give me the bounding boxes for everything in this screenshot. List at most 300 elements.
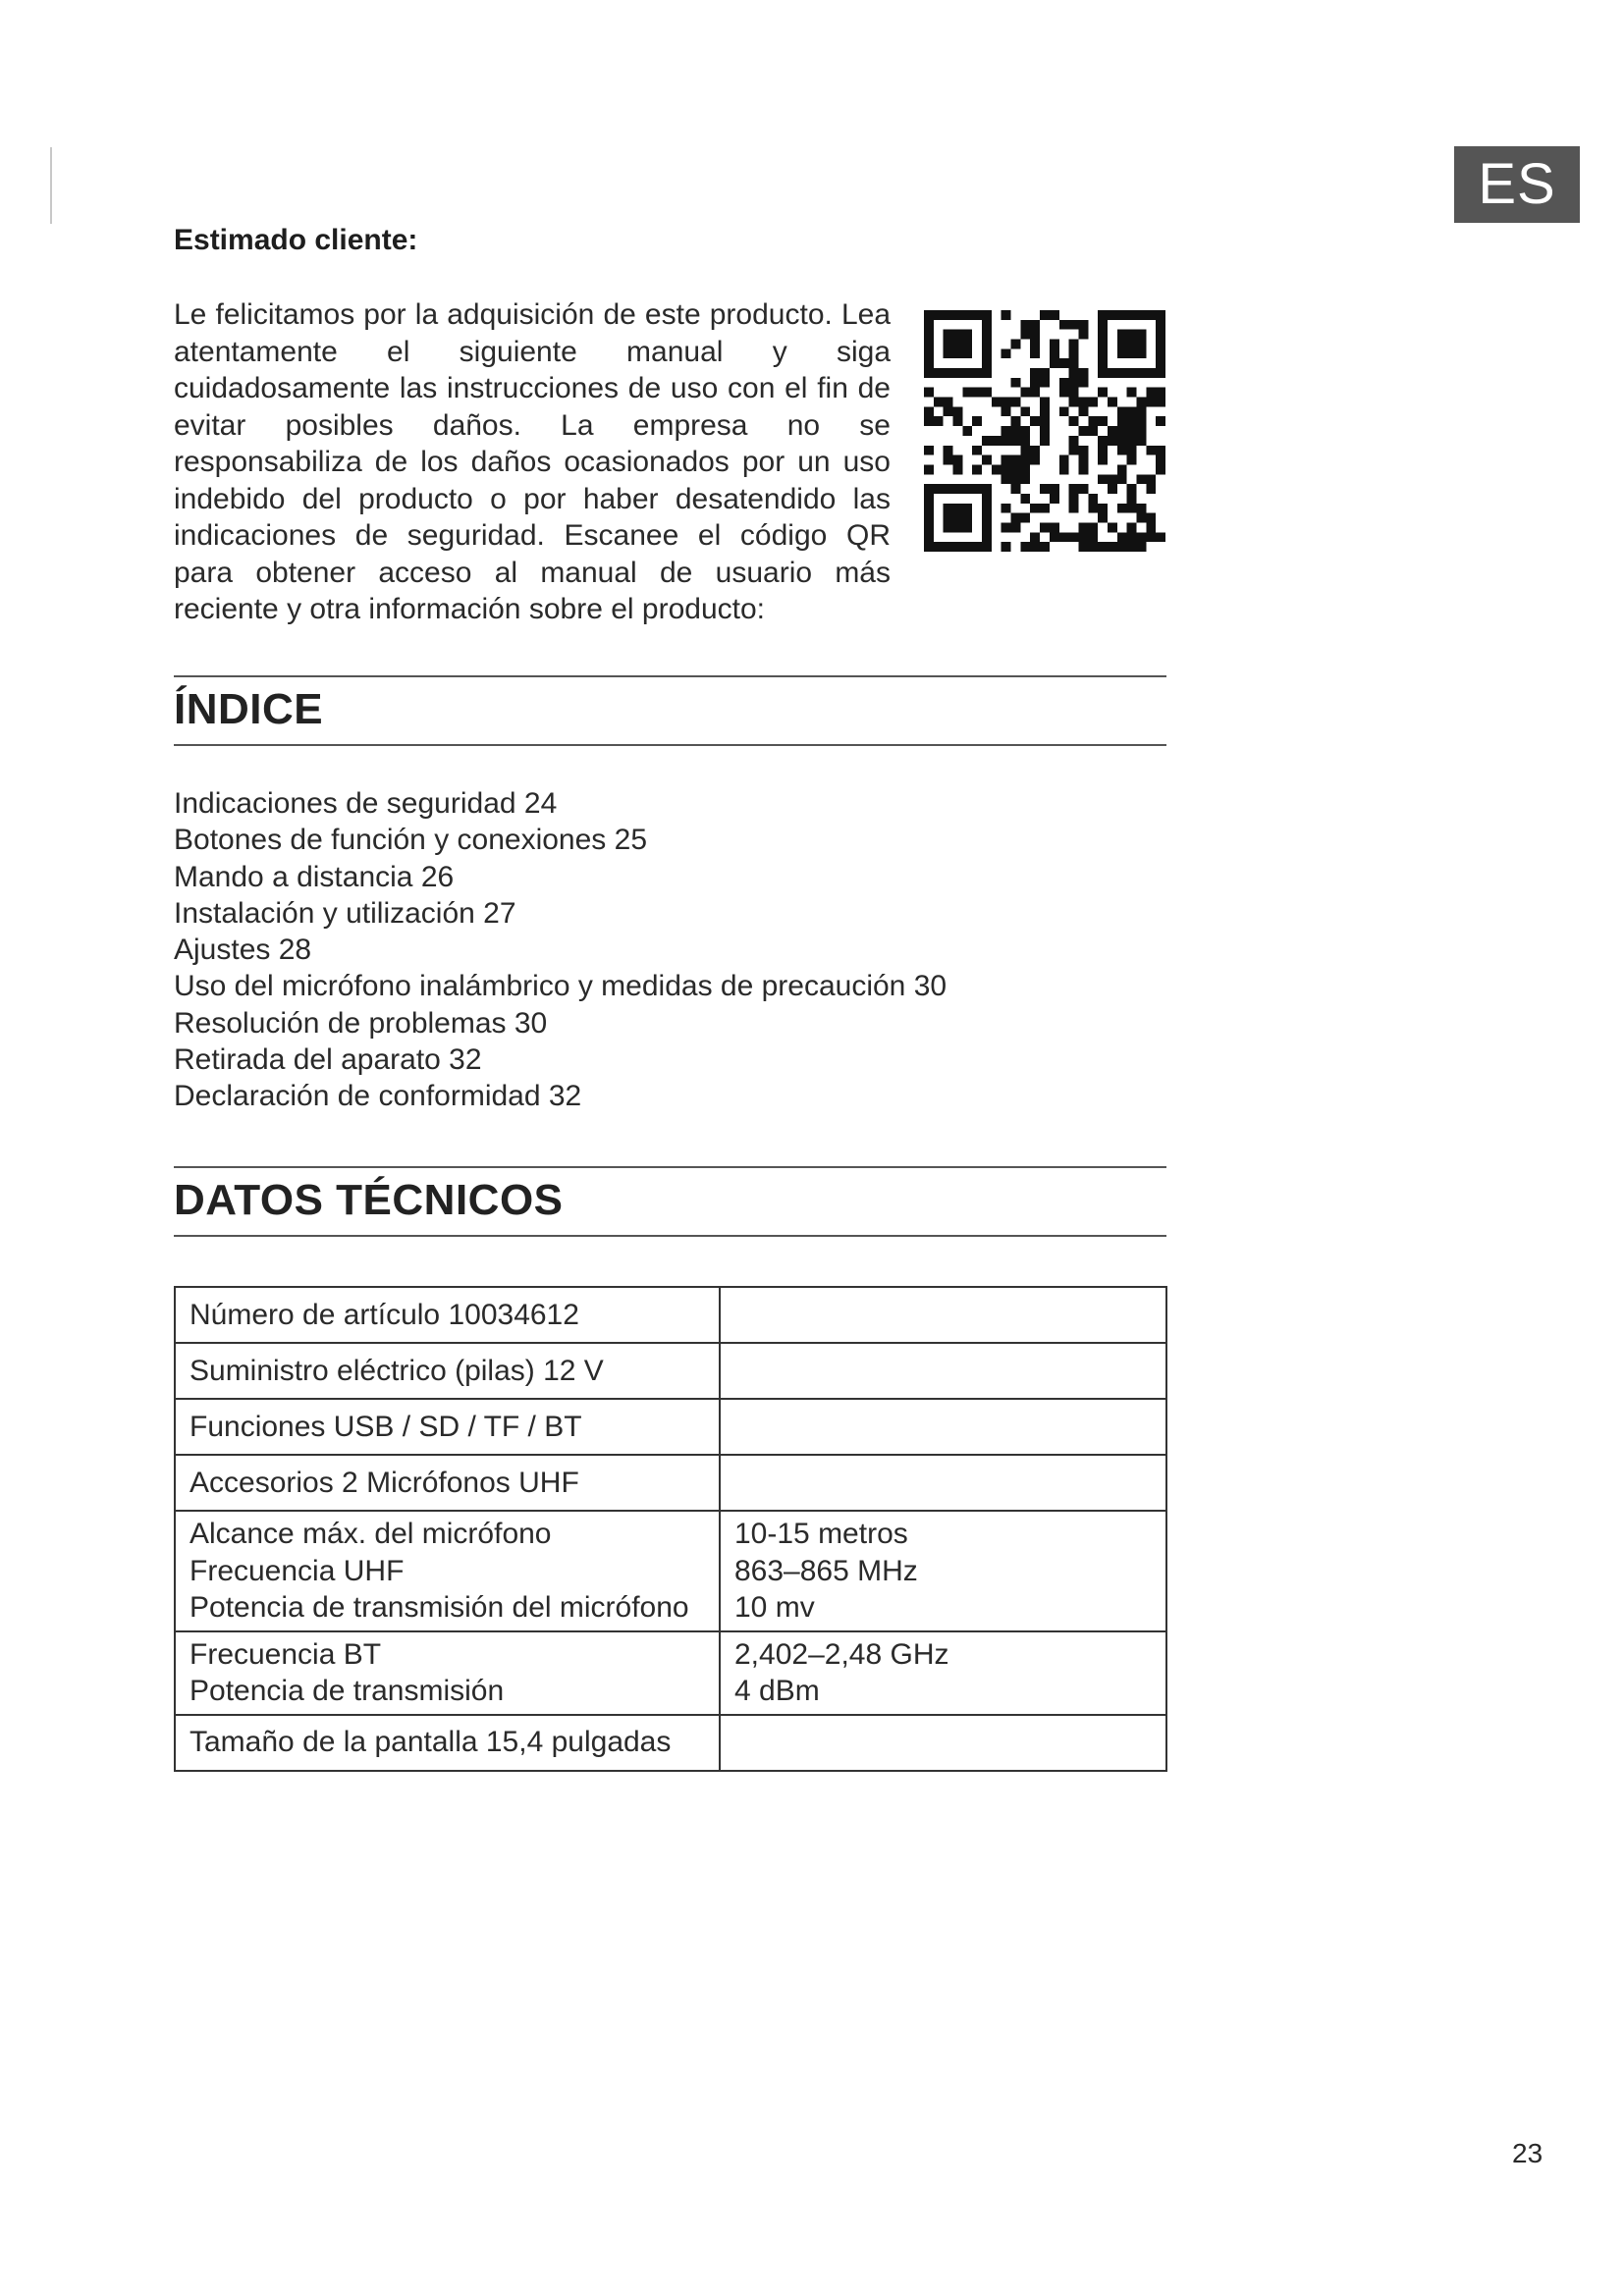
qr-module — [1156, 348, 1165, 358]
qr-module — [1030, 504, 1040, 513]
spec-value: 10-15 metros — [734, 1518, 908, 1550]
qr-module — [1069, 340, 1079, 349]
toc-item: Instalación y utilización 27 — [174, 896, 516, 930]
qr-module — [1156, 446, 1165, 455]
qr-module — [1040, 426, 1050, 436]
qr-module — [1078, 330, 1088, 340]
qr-module — [944, 368, 953, 378]
qr-module — [1050, 484, 1059, 494]
qr-module — [1078, 320, 1088, 330]
qr-module — [962, 310, 972, 320]
qr-module — [1059, 358, 1069, 368]
qr-module — [1127, 455, 1137, 465]
qr-module — [1098, 368, 1108, 378]
qr-module — [1059, 320, 1069, 330]
language-badge: ES — [1454, 146, 1580, 223]
qr-module — [1020, 542, 1030, 552]
qr-module — [924, 446, 934, 455]
spec-label-cell — [175, 1343, 720, 1399]
qr-module — [944, 330, 953, 340]
spec-label: Potencia de transmisión — [189, 1675, 505, 1707]
spec-label-cell — [175, 1287, 720, 1343]
qr-module — [924, 368, 934, 378]
qr-module — [1020, 464, 1030, 474]
qr-module — [982, 310, 992, 320]
qr-module — [1069, 446, 1079, 455]
qr-module — [1020, 320, 1030, 330]
qr-module — [1020, 406, 1030, 416]
qr-module — [1156, 388, 1165, 398]
qr-module — [1127, 436, 1137, 446]
qr-module — [962, 388, 972, 398]
qr-module — [1108, 484, 1117, 494]
qr-module — [924, 330, 934, 340]
qr-module — [1098, 388, 1108, 398]
qr-module — [1108, 368, 1117, 378]
qr-module — [1156, 416, 1165, 426]
qr-module — [1117, 426, 1127, 436]
qr-module — [982, 504, 992, 513]
qr-module — [982, 532, 992, 542]
qr-module — [1001, 464, 1011, 474]
qr-module — [982, 522, 992, 532]
spec-value-cell — [720, 1715, 1166, 1771]
spec-label-cell — [175, 1399, 720, 1455]
qr-module — [1001, 310, 1011, 320]
spec-label: Suministro eléctrico (pilas) 12 V — [189, 1354, 604, 1387]
qr-module — [1136, 368, 1146, 378]
toc-item: Uso del micrófono inalámbrico y medidas de precaución 30 — [174, 970, 947, 1003]
spec-value: 10 mv — [734, 1591, 815, 1624]
qr-module — [962, 330, 972, 340]
qr-module — [1040, 436, 1050, 446]
qr-module — [924, 522, 934, 532]
qr-module — [953, 455, 963, 465]
qr-module — [1069, 484, 1079, 494]
qr-module — [982, 330, 992, 340]
qr-module — [1001, 398, 1011, 407]
tech-specs-table — [174, 1286, 1167, 1772]
intro-paragraph: Le felicitamos por la adquisición de este producto. Lea atentamente el siguiente manual y siga cuidadosamente las instrucciones de uso con el fin de evitar posibles daños. La empresa no se responsabiliza de los daños ocasionados por un uso indebido del producto o por haber desatendido las indicaciones de seguridad. Escanee el código QR para obtener acceso al manual de usuario más reciente y otra información sobre el producto: — [174, 298, 891, 625]
qr-module — [1050, 358, 1059, 368]
qr-module — [944, 348, 953, 358]
qr-module — [1117, 464, 1127, 474]
qr-module — [1108, 436, 1117, 446]
qr-module — [1088, 416, 1098, 426]
qr-module — [982, 542, 992, 552]
spec-value-cell — [720, 1399, 1166, 1455]
qr-module — [1040, 378, 1050, 388]
qr-module — [1040, 398, 1050, 407]
index-rule-bottom — [174, 744, 1166, 746]
spec-value-cell — [720, 1511, 1166, 1631]
qr-module — [1136, 330, 1146, 340]
qr-module — [1020, 436, 1030, 446]
qr-module — [972, 464, 982, 474]
qr-module — [962, 504, 972, 513]
qr-module — [1078, 484, 1088, 494]
qr-module — [1136, 436, 1146, 446]
qr-module — [1127, 426, 1137, 436]
qr-module — [1059, 388, 1069, 398]
qr-module — [1030, 378, 1040, 388]
qr-module — [1136, 542, 1146, 552]
qr-module — [924, 388, 934, 398]
qr-module — [924, 340, 934, 349]
qr-module — [1156, 464, 1165, 474]
qr-module — [1069, 436, 1079, 446]
qr-module — [1001, 426, 1011, 436]
qr-module — [1030, 340, 1040, 349]
qr-module — [962, 522, 972, 532]
qr-module — [1050, 494, 1059, 504]
spec-value-cell — [720, 1455, 1166, 1511]
qr-module — [1127, 340, 1137, 349]
qr-module — [1030, 368, 1040, 378]
spec-label: Accesorios 2 Micrófonos UHF — [189, 1466, 579, 1499]
index-rule-top — [174, 675, 1166, 677]
qr-module — [924, 513, 934, 523]
qr-module — [1078, 542, 1088, 552]
qr-module — [1117, 504, 1127, 513]
table-row — [175, 1287, 1166, 1343]
qr-module — [1011, 378, 1021, 388]
qr-module — [934, 416, 944, 426]
qr-module — [953, 542, 963, 552]
qr-module — [1108, 426, 1117, 436]
spec-label-cell — [175, 1631, 720, 1715]
qr-module — [982, 436, 992, 446]
table-row — [175, 1343, 1166, 1399]
qr-module — [924, 542, 934, 552]
qr-module — [944, 446, 953, 455]
qr-module — [1127, 416, 1137, 426]
index-title: ÍNDICE — [174, 685, 324, 733]
qr-module — [953, 310, 963, 320]
qr-module — [982, 494, 992, 504]
qr-module — [1078, 446, 1088, 455]
qr-module — [1098, 542, 1108, 552]
qr-module — [982, 348, 992, 358]
qr-module — [1117, 474, 1127, 484]
table-row — [175, 1715, 1166, 1771]
spec-label: Frecuencia UHF — [189, 1554, 405, 1587]
qr-module — [1030, 455, 1040, 465]
qr-module — [1098, 513, 1108, 523]
qr-module — [1156, 320, 1165, 330]
qr-module — [962, 513, 972, 523]
qr-module — [924, 532, 934, 542]
qr-module — [924, 484, 934, 494]
qr-module — [1117, 348, 1127, 358]
qr-module — [1156, 455, 1165, 465]
qr-module — [1050, 522, 1059, 532]
toc-item: Indicaciones de seguridad 24 — [174, 787, 558, 820]
qr-module — [924, 416, 934, 426]
qr-module — [1136, 348, 1146, 358]
qr-module — [982, 320, 992, 330]
qr-module — [1040, 522, 1050, 532]
qr-module — [1040, 368, 1050, 378]
qr-module — [953, 416, 963, 426]
qr-module — [953, 513, 963, 523]
qr-module — [924, 494, 934, 504]
qr-module — [1078, 368, 1088, 378]
spec-value: 2,402–2,48 GHz — [734, 1637, 949, 1671]
qr-module — [1098, 340, 1108, 349]
qr-module — [972, 484, 982, 494]
qr-module — [1011, 522, 1021, 532]
qr-module — [1146, 474, 1156, 484]
qr-code-icon[interactable] — [924, 310, 1165, 552]
qr-module — [1146, 388, 1156, 398]
qr-module — [1156, 368, 1165, 378]
greeting: Estimado cliente: — [174, 224, 418, 256]
qr-module — [1117, 368, 1127, 378]
qr-module — [1146, 513, 1156, 523]
qr-module — [1011, 398, 1021, 407]
qr-module — [1108, 542, 1117, 552]
qr-module — [1098, 310, 1108, 320]
qr-module — [962, 542, 972, 552]
qr-module — [1156, 310, 1165, 320]
qr-module — [1040, 310, 1050, 320]
spec-label: Alcance máx. del micrófono — [189, 1518, 552, 1550]
qr-module — [1117, 416, 1127, 426]
qr-module — [962, 348, 972, 358]
qr-module — [1136, 406, 1146, 416]
qr-module — [1127, 522, 1137, 532]
qr-module — [962, 368, 972, 378]
qr-module — [1117, 436, 1127, 446]
qr-module — [972, 446, 982, 455]
qr-module — [924, 406, 934, 416]
qr-module — [992, 436, 1001, 446]
qr-module — [944, 513, 953, 523]
qr-module — [962, 484, 972, 494]
qr-module — [1020, 426, 1030, 436]
qr-module — [1127, 484, 1137, 494]
qr-module — [1030, 348, 1040, 358]
qr-module — [1098, 436, 1108, 446]
qr-module — [1050, 348, 1059, 358]
qr-module — [944, 310, 953, 320]
qr-module — [1098, 358, 1108, 368]
qr-module — [962, 340, 972, 349]
qr-module — [1146, 532, 1156, 542]
qr-module — [1030, 542, 1040, 552]
qr-module — [924, 358, 934, 368]
qr-module — [1108, 398, 1117, 407]
qr-module — [972, 542, 982, 552]
qr-module — [1059, 455, 1069, 465]
qr-module — [972, 388, 982, 398]
qr-module — [1011, 455, 1021, 465]
qr-module — [1040, 484, 1050, 494]
qr-module — [1040, 542, 1050, 552]
qr-module — [944, 484, 953, 494]
qr-module — [953, 330, 963, 340]
spec-value: 863–865 MHz — [734, 1554, 918, 1587]
qr-module — [1069, 532, 1079, 542]
qr-module — [1146, 484, 1156, 494]
table-row — [175, 1455, 1166, 1511]
qr-module — [982, 388, 992, 398]
spec-label-cell — [175, 1455, 720, 1511]
qr-module — [1127, 542, 1137, 552]
qr-module — [1050, 340, 1059, 349]
qr-module — [1136, 532, 1146, 542]
qr-module — [1011, 484, 1021, 494]
qr-module — [1030, 532, 1040, 542]
qr-module — [1078, 426, 1088, 436]
qr-module — [1098, 504, 1108, 513]
qr-module — [1117, 406, 1127, 416]
qr-module — [1078, 378, 1088, 388]
qr-module — [1001, 348, 1011, 358]
qr-module — [1146, 522, 1156, 532]
qr-module — [1069, 494, 1079, 504]
qr-module — [1136, 310, 1146, 320]
qr-module — [1020, 446, 1030, 455]
qr-module — [944, 340, 953, 349]
qr-module — [1127, 406, 1137, 416]
qr-module — [1127, 532, 1137, 542]
table-row — [175, 1511, 1166, 1631]
spec-label: Funciones USB / SD / TF / BT — [189, 1410, 582, 1443]
qr-module — [1117, 330, 1127, 340]
qr-module — [992, 464, 1001, 474]
qr-module — [1078, 464, 1088, 474]
spec-value-cell — [720, 1343, 1166, 1399]
spec-label: Frecuencia BT — [189, 1637, 382, 1671]
qr-module — [1146, 368, 1156, 378]
qr-module — [1088, 522, 1098, 532]
qr-module — [1069, 320, 1079, 330]
toc-item: Retirada del aparato 32 — [174, 1043, 482, 1077]
qr-module — [1001, 474, 1011, 484]
qr-module — [1020, 474, 1030, 484]
qr-module — [1011, 464, 1021, 474]
qr-module — [1098, 474, 1108, 484]
qr-module — [1069, 388, 1079, 398]
qr-module — [1001, 455, 1011, 465]
qr-module — [1088, 426, 1098, 436]
qr-module — [1146, 310, 1156, 320]
spec-label-cell — [175, 1511, 720, 1631]
qr-module — [1098, 446, 1108, 455]
qr-module — [1030, 320, 1040, 330]
spec-label-cell — [175, 1715, 720, 1771]
qr-module — [924, 310, 934, 320]
qr-module — [944, 522, 953, 532]
qr-module — [934, 310, 944, 320]
qr-module — [1001, 504, 1011, 513]
qr-module — [1069, 504, 1079, 513]
qr-module — [1088, 494, 1098, 504]
qr-module — [944, 542, 953, 552]
qr-module — [953, 406, 963, 416]
tech-title: DATOS TÉCNICOS — [174, 1176, 564, 1224]
qr-module — [934, 398, 944, 407]
qr-module — [944, 455, 953, 465]
qr-module — [1098, 320, 1108, 330]
qr-module — [1030, 388, 1040, 398]
qr-module — [1146, 398, 1156, 407]
qr-module — [1117, 340, 1127, 349]
qr-module — [1136, 398, 1146, 407]
qr-module — [982, 455, 992, 465]
qr-module — [1156, 358, 1165, 368]
qr-module — [1078, 455, 1088, 465]
qr-module — [982, 340, 992, 349]
qr-module — [1078, 406, 1088, 416]
qr-module — [1088, 504, 1098, 513]
qr-module — [934, 542, 944, 552]
qr-module — [1069, 416, 1079, 426]
qr-module — [953, 484, 963, 494]
qr-module — [1098, 416, 1108, 426]
qr-module — [1098, 330, 1108, 340]
qr-module — [962, 426, 972, 436]
qr-module — [1011, 513, 1021, 523]
qr-module — [1069, 398, 1079, 407]
qr-module — [1011, 416, 1021, 426]
qr-module — [924, 320, 934, 330]
spec-label: Número de artículo 10034612 — [189, 1298, 579, 1331]
toc-item: Ajustes 28 — [174, 934, 312, 967]
page-number: 23 — [1512, 2138, 1543, 2168]
qr-module — [1136, 474, 1146, 484]
qr-module — [1117, 542, 1127, 552]
qr-module — [972, 416, 982, 426]
qr-module — [1011, 340, 1021, 349]
qr-module — [953, 348, 963, 358]
qr-module — [944, 504, 953, 513]
spec-value-cell — [720, 1631, 1166, 1715]
qr-module — [1040, 416, 1050, 426]
qr-module — [924, 348, 934, 358]
qr-module — [982, 368, 992, 378]
qr-module — [1088, 398, 1098, 407]
qr-module — [1146, 446, 1156, 455]
qr-module — [1156, 330, 1165, 340]
qr-module — [1011, 474, 1021, 484]
qr-module — [1069, 358, 1079, 368]
qr-module — [982, 513, 992, 523]
qr-module — [1001, 542, 1011, 552]
spec-value-cell — [720, 1287, 1166, 1343]
qr-module — [982, 358, 992, 368]
qr-module — [1108, 474, 1117, 484]
qr-module — [1020, 513, 1030, 523]
qr-module — [1020, 388, 1030, 398]
qr-module — [1020, 494, 1030, 504]
qr-module — [1011, 426, 1021, 436]
qr-module — [1011, 436, 1021, 446]
qr-module — [1108, 522, 1117, 532]
qr-module — [944, 406, 953, 416]
qr-module — [953, 340, 963, 349]
qr-module — [1059, 406, 1069, 416]
qr-module — [1040, 406, 1050, 416]
qr-module — [1108, 310, 1117, 320]
qr-module — [1069, 348, 1079, 358]
qr-module — [1040, 504, 1050, 513]
tech-rule-bottom — [174, 1235, 1166, 1237]
qr-module — [1136, 426, 1146, 436]
tech-rule-top — [174, 1166, 1166, 1168]
